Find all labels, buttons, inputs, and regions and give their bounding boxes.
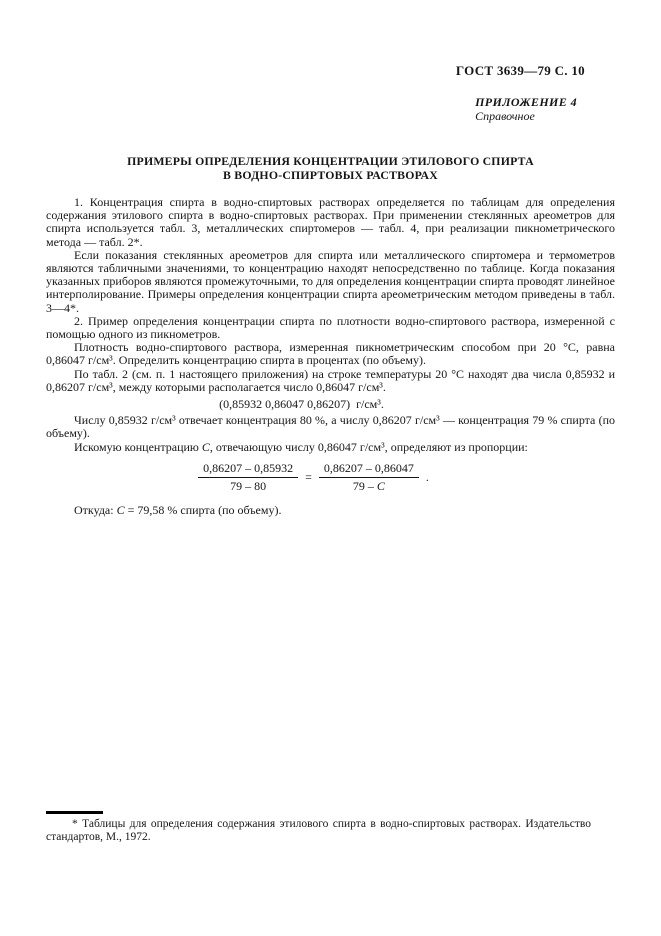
footnote-text: * Таблицы для определения содержания этилового спирта в водно-спиртовых растворах. Издательство стандартов, М., 1972. xyxy=(46,818,591,844)
proportion-equation xyxy=(198,462,429,493)
paragraph-1: 1. Концентрация спирта в водно-спиртовых растворах определяется по таблицам для определения содержания этилового спирта в водно-спиртовых растворах. При применении стеклянных ареометров для спирта используется табл. 3, металлических спиртомеров — табл. 4, при реализации пикнометрического метода — табл. 2*. xyxy=(46,195,615,249)
appendix-label: ПРИЛОЖЕНИЕ 4 xyxy=(475,95,577,109)
paragraph-3: 2. Пример определения концентрации спирта по плотности водно-спиртового раствора, измеренной с помощью одного из пикнометров. xyxy=(46,313,615,342)
proportion-right-fraction xyxy=(319,462,419,493)
equation-period: . xyxy=(425,469,429,484)
conclusion-variable: C xyxy=(116,502,125,517)
right-denominator-pre: 79 – xyxy=(352,478,377,493)
document-title xyxy=(46,154,615,182)
document-title-line1: ПРИМЕРЫ ОПРЕДЕЛЕНИЯ КОНЦЕНТРАЦИИ ЭТИЛОВОГО СПИРТА xyxy=(127,154,534,168)
proportion-intro-line xyxy=(46,441,615,454)
conclusion-line xyxy=(46,504,615,517)
proportion-intro-pre: Искомую концентрацию xyxy=(74,439,202,454)
proportion-left-fraction xyxy=(198,462,298,493)
page-header: ГОСТ 3639—79 С. 10 xyxy=(455,63,585,78)
appendix-type: Справочное xyxy=(475,108,535,123)
paragraph-2: Если показания стеклянных ареометров для спирта или металлического спиртомера и термометров являются табличными значениями, то концентрацию находят непосредственно по таблице. Когда показания указанных приборов являются промежуточными, то для определения концентрации спирта проводят линейное интерполирование. Примеры определения концентрации спирта ареометрическим методом приведены в табл. 3—4*. xyxy=(46,247,615,315)
left-fraction-numerator: 0,86207 – 0,85932 xyxy=(198,462,298,478)
concentration-variable: C xyxy=(201,439,210,454)
density-values-text: (0,85932 0,86047 0,86207) г/см³. xyxy=(219,397,384,412)
footnote xyxy=(46,811,591,844)
document-title-line2: В ВОДНО-СПИРТОВЫХ РАСТВОРАХ xyxy=(223,168,438,182)
conclusion-post: = 79,58 % спирта (по объему). xyxy=(124,502,282,517)
appendix-block xyxy=(475,96,577,123)
paragraph-5: По табл. 2 (см. п. 1 настоящего приложения) на строке температуры 20 °С находят два числа 0,85932 и 0,86207 г/см³, между которыми располагается число 0,86047 г/см³. xyxy=(46,366,615,394)
document-body xyxy=(46,196,615,517)
right-fraction-numerator: 0,86207 – 0,86047 xyxy=(319,462,419,478)
proportion-intro-post: , отвечающую числу 0,86047 г/см³, определяют из пропорции: xyxy=(209,439,528,454)
paragraph-6: Числу 0,85932 г/см³ отвечает концентрация 80 %, а числу 0,86207 г/см³ — концентрация 79 % спирта (по объему). xyxy=(46,413,615,441)
equals-sign: = xyxy=(305,469,312,484)
right-denominator-variable: C xyxy=(376,478,385,493)
right-fraction-denominator xyxy=(319,478,419,493)
paragraph-4: Плотность водно-спиртового раствора, измеренная пикнометрическим способом при 20 °С, равна 0,86047 г/см³. Определить концентрацию спирта в процентах (по объему). xyxy=(46,340,615,368)
footnote-rule xyxy=(46,811,103,814)
conclusion-pre: Откуда: xyxy=(74,502,117,517)
density-values-formula xyxy=(46,398,615,411)
left-fraction-denominator: 79 – 80 xyxy=(230,478,267,493)
